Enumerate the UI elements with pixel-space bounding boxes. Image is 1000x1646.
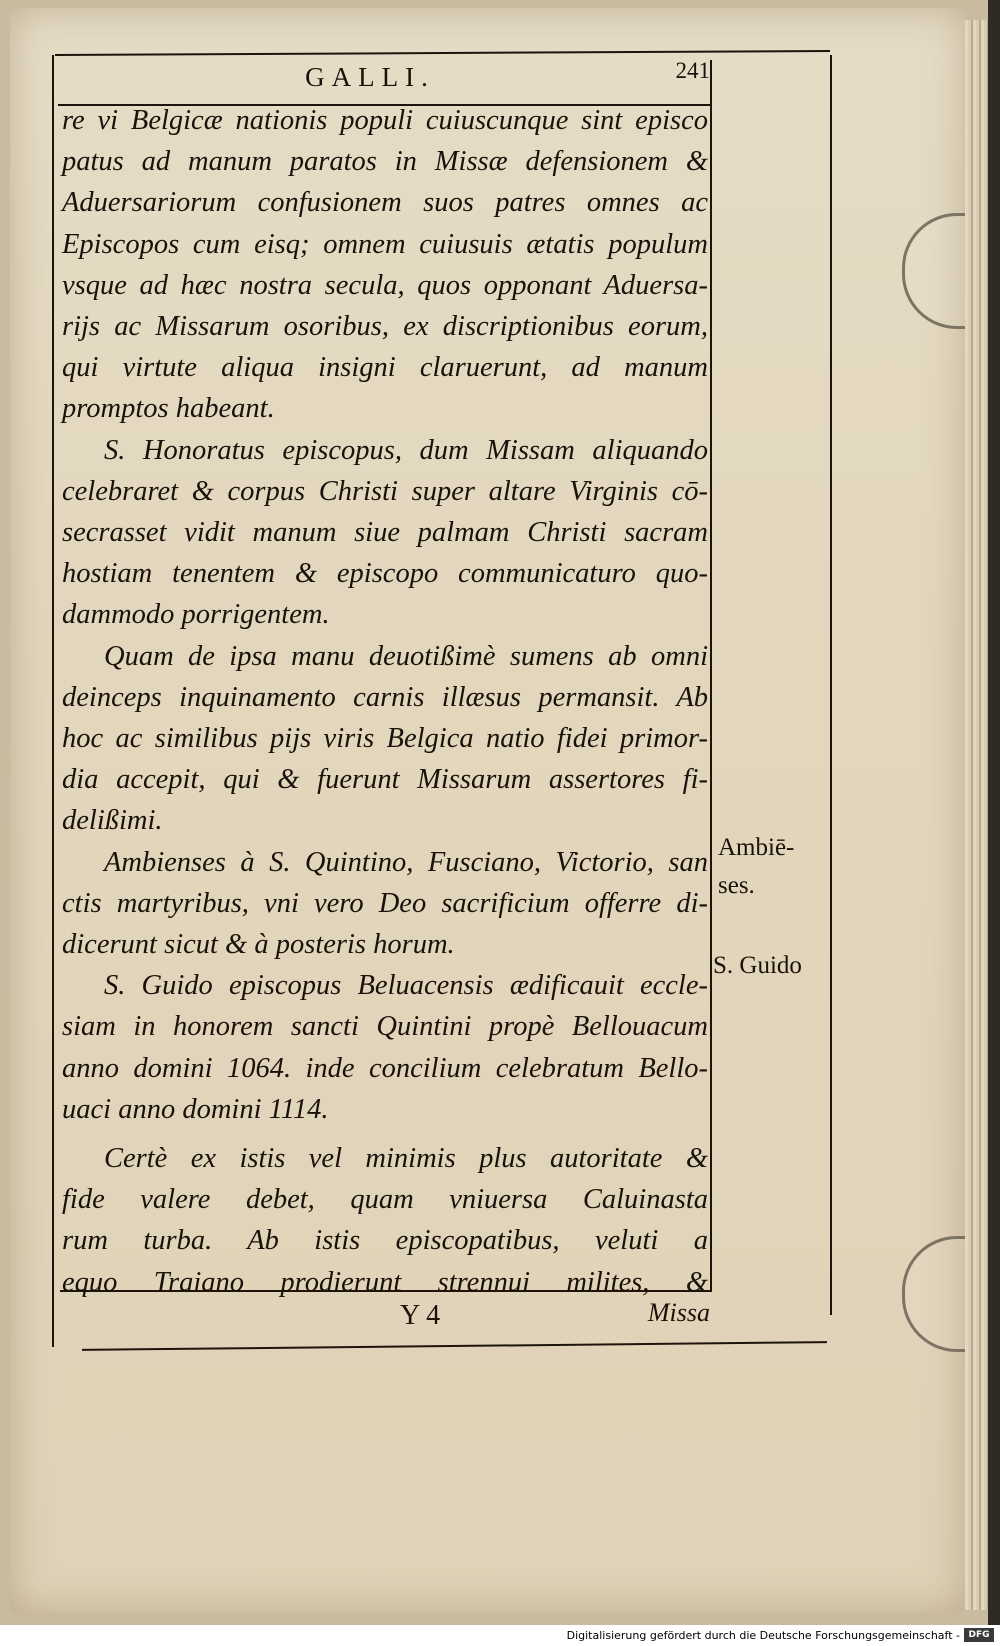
text-line: hostiam tenentem & episcopo communicaturo quo- — [62, 558, 708, 590]
text-line: fide valere debet, quam vniuersa Caluinasta — [62, 1184, 708, 1216]
frame-rule-right — [830, 55, 832, 1315]
marginal-note-ambienses: Ambiē- — [718, 834, 795, 861]
text-line: rum turba. Ab istis episcopatibus, veluti a — [62, 1225, 708, 1257]
text-line: promptos habeant. — [62, 393, 275, 425]
text-line: Ambienses à S. Quintino, Fusciano, Victorio, san — [104, 846, 708, 878]
text-line: re vi Belgicæ nationis populi cuiuscunque sint episco — [62, 105, 708, 136]
text-line: dia accepit, qui & fuerunt Missarum assertores fi- — [62, 764, 708, 796]
text-line: vsque ad hæc nostra secula, quos opponant Aduersa- — [62, 269, 708, 301]
page-clip-bottom — [902, 1236, 965, 1352]
marginal-note-guido: S. Guido — [713, 952, 802, 979]
footer-credit: Digitalisierung gefördert durch die Deutsche Forschungsgemeinschaft - — [566, 1629, 960, 1642]
text-line: hoc ac similibus pijs viris Belgica natio fidei primor- — [62, 723, 708, 755]
text-line: anno domini 1064. inde concilium celebratum Bello- — [62, 1052, 708, 1084]
text-line: ctis martyribus, vni vero Deo sacrificium offerre di- — [62, 887, 708, 919]
page-clip-top — [902, 213, 965, 329]
text-line: Quam de ipsa manu deuotißimè sumens ab omni — [104, 640, 708, 672]
text-line: dammodo porrigentem. — [62, 599, 330, 631]
page-number: 241 — [675, 58, 710, 83]
text-line: celebraret & corpus Christi super altare Virginis cō- — [62, 475, 708, 507]
frame-rule-margin — [710, 60, 712, 1292]
marginal-note-ambienses-cont: ses. — [718, 872, 755, 899]
text-line: Episcopos cum eisq; omnem cuiusuis ætatis populum — [62, 228, 708, 260]
text-line: Aduersariorum confusionem suos patres omnes ac — [62, 187, 708, 219]
dfg-logo: DFG — [964, 1628, 994, 1642]
text-line: delißimi. — [62, 805, 163, 837]
book-binding-edge — [988, 0, 1000, 1625]
text-line: siam in honorem sancti Quintini propè Bellouacum — [62, 1011, 708, 1043]
text-line: dicerunt sicut & à posteris horum. — [62, 929, 455, 961]
text-line: rijs ac Missarum osoribus, ex discriptionibus eorum, — [62, 311, 708, 343]
text-line: secrasset vidit manum siue palmam Christi sacram — [62, 517, 708, 549]
text-line: S. Guido episcopus Beluacensis ædificauit eccle- — [104, 970, 708, 1002]
signature-mark: Y 4 — [400, 1300, 441, 1331]
text-line: uaci anno domini 1114. — [62, 1093, 329, 1125]
text-line: S. Honoratus episcopus, dum Missam aliquando — [104, 434, 708, 466]
frame-rule-left — [52, 55, 54, 1347]
text-line: Certè ex istis vel minimis plus autoritate & — [104, 1143, 708, 1175]
digitization-footer — [0, 1625, 1000, 1646]
running-head: GALLI. — [305, 62, 435, 92]
text-line: equo Traiano prodierunt strennui milites, & — [62, 1266, 708, 1298]
body-text — [62, 100, 708, 1303]
text-line: deinceps inquinamento carnis illæsus permansit. Ab — [62, 681, 708, 713]
catchword: Missa — [647, 1298, 710, 1327]
text-line: patus ad manum paratos in Missæ defensionem & — [62, 146, 708, 178]
text-line: qui virtute aliqua insigni claruerunt, ad manum — [62, 352, 708, 384]
